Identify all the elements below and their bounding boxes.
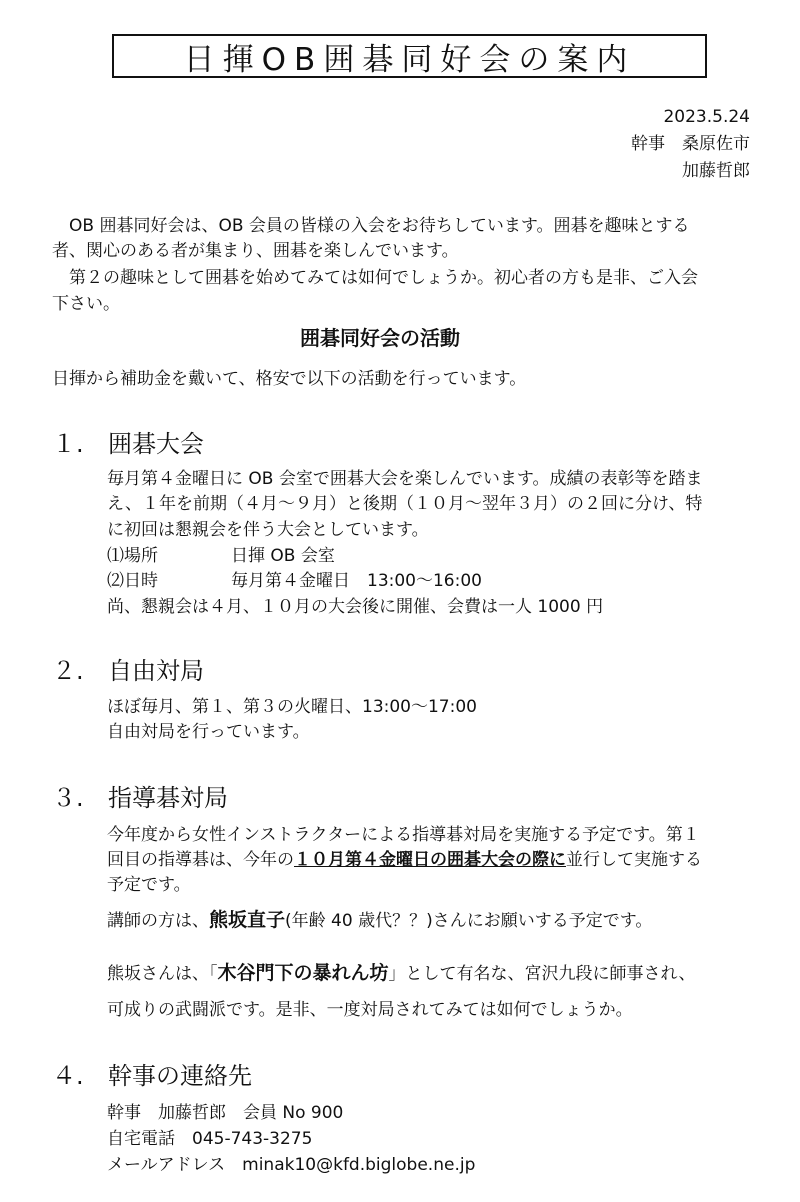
section-3-title: 指導碁対局 [108,784,228,812]
activities-lead: 日揮から補助金を戴いて、格安で以下の活動を行っています。 [52,369,527,389]
s1-time-label: ⑵日時 [107,571,158,591]
s3-line6: 可成りの武闘派です。是非、一度対局されてみては如何でしょうか。 [107,1000,633,1020]
s3-line5-c: 」として有名な、宮沢九段に師事され、 [388,964,696,984]
s1-line2: え、１年を前期（４月～９月）と後期（１０月～翌年３月）の２回に分け、特 [107,494,703,514]
s2-line1: ほぼ毎月、第１、第３の火曜日、13:00～17:00 [107,697,477,717]
s3-teacher-post: (年齢 40 歳代？？)さんにお願いする予定です。 [285,911,653,931]
s3-line1: 今年度から女性インストラクターによる指導碁対局を実施する予定です。第１ [107,825,700,845]
page-title: 日揮OB囲碁同好会の案内 [112,34,707,78]
section-4-number: ４. [52,1062,84,1090]
section-1-number: １. [52,430,84,458]
section-2-title: 自由対局 [108,657,204,685]
s3-line3: 予定です。 [107,875,191,895]
s1-line1: 毎月第４金曜日に OB 会室で囲碁大会を楽しんでいます。成績の表彰等を踏ま [107,469,703,489]
meta-block [631,104,750,185]
s3-teacher [107,905,652,932]
intro-p1-line2: 者、関心のある者が集まり、囲碁を楽しんでいます。 [52,241,459,261]
s4-line1: 幹事 加藤哲郎 会員 No 900 [107,1103,344,1123]
s3-line2 [107,845,702,870]
s2-line2: 自由対局を行っています。 [107,722,310,742]
section-3-number: ３. [52,784,84,812]
s3-line2-b: 並行して実施する [566,850,702,870]
section-4-title: 幹事の連絡先 [108,1062,252,1090]
s3-line5-bold: 木谷門下の暴れん坊 [217,962,389,984]
s3-teacher-pre: 講師の方は、 [107,911,209,931]
s3-line5-a: 熊坂さんは、「 [107,964,218,984]
s1-place [107,541,335,566]
s3-line2-underlined: １０月第４金曜日の囲碁大会の際に [294,850,566,870]
s1-place-label: ⑴場所 [107,546,158,566]
s1-time-value: 毎月第４金曜日 13:00～16:00 [231,571,482,591]
s3-teacher-name: 熊坂直子 [209,909,286,931]
activities-title: 囲碁同好会の活動 [300,326,460,350]
section-2-number: ２. [52,657,84,685]
intro-p2-line2: 下さい。 [52,294,120,314]
intro-p1-line1: OB 囲碁同好会は、OB 会員の皆様の入会をお待ちしています。囲碁を趣味とする [52,216,690,236]
section-4-heading [52,1056,252,1091]
s1-note: 尚、懇親会は４月、１０月の大会後に開催、会費は一人 1000 円 [107,597,604,617]
s4-phone: 自宅電話 045-743-3275 [107,1129,313,1149]
organizer-line: 幹事 桑原佐市 [631,134,750,154]
section-1-heading [52,424,204,459]
intro-p2-line1: 第２の趣味として囲碁を始めてみては如何でしょうか。初心者の方も是非、ご入会 [52,268,698,288]
section-3-heading [52,778,228,813]
section-1-title: 囲碁大会 [108,430,204,458]
s1-place-value: 日揮 OB 会室 [231,546,335,566]
s3-line5 [107,958,696,985]
s3-line2-a: 回目の指導碁は、今年の [107,850,294,870]
s1-time [107,566,482,591]
s4-email: メールアドレス minak10@kfd.biglobe.ne.jp [107,1155,476,1175]
date: 2023.5.24 [663,107,750,127]
section-2-heading [52,651,204,686]
organizer-2: 加藤哲郎 [682,161,750,181]
s1-line3: に初回は懇親会を伴う大会としています。 [107,520,429,540]
